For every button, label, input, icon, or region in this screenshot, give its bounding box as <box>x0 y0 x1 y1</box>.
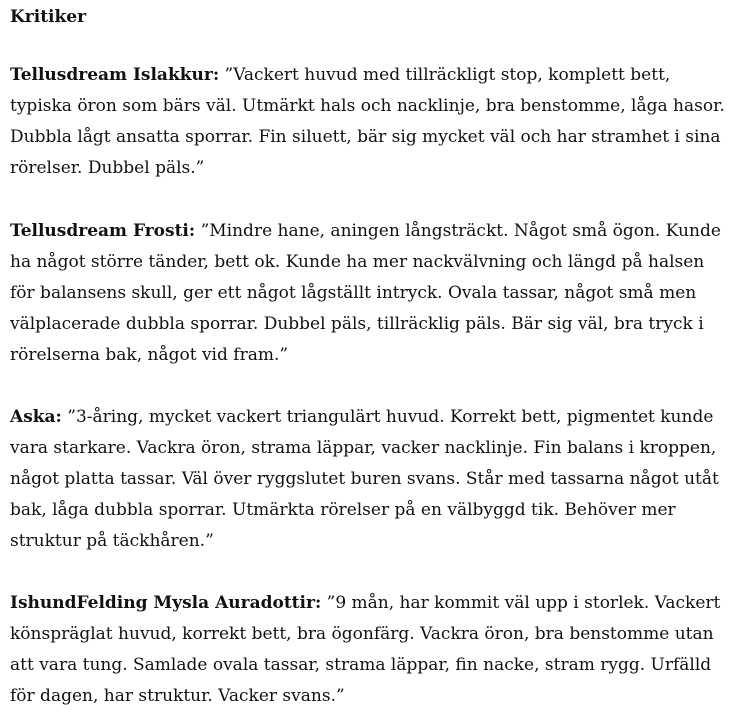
document-heading: Kritiker <box>10 7 87 27</box>
dog-name: Tellusdream Frosti: <box>10 221 196 241</box>
critique-entry <box>10 216 726 371</box>
critique-entry <box>10 60 726 184</box>
critique-text: ”9 mån, har kommit väl upp i storlek. Vackert könspräglat huvud, korrekt bett, bra ögonfärg. Vackra öron, bra benstomme utan att vara tung. Samlade ovala tassar, strama läppar, fin nacke, stram rygg. Urfälld för dagen, har struktur. Vacker svans.” <box>10 593 721 706</box>
critique-text: ”Vackert huvud med tillräckligt stop, komplett bett, typiska öron som bärs väl. Utmärkt hals och nacklinje, bra benstomme, låga hasor. Dubbla lågt ansatta sporrar. Fin siluett, bär sig mycket väl och har stramhet i sina rörelser. Dubbel päls.” <box>10 65 725 178</box>
critique-entry <box>10 588 726 712</box>
critique-document <box>10 6 726 712</box>
dog-name: Aska: <box>10 407 62 427</box>
critique-text: ”Mindre hane, aningen långsträckt. Något små ögon. Kunde ha något större tänder, bett ok. Kunde ha mer nackvälvning och längd på halsen för balansens skull, ger ett något lågställt intryck. Ovala tassar, något små men välplacerade dubbla sporrar. Dubbel päls, tillräcklig päls. Bär sig väl, bra tryck i rörelserna bak, något vid fram.” <box>10 221 721 365</box>
critique-text: ”3-åring, mycket vackert triangulärt huvud. Korrekt bett, pigmentet kunde vara starkare. Vackra öron, strama läppar, vacker nacklinje. Fin balans i kroppen, något platta tassar. Väl över ryggslutet buren svans. Står med tassarna något utåt bak, låga dubbla sporrar. Utmärkta rörelser på en välbyggd tik. Behöver mer struktur på täckhåren.” <box>10 407 719 551</box>
critique-entry <box>10 402 726 557</box>
dog-name: IshundFelding Mysla Auradottir: <box>10 593 322 613</box>
dog-name: Tellusdream Islakkur: <box>10 65 220 85</box>
